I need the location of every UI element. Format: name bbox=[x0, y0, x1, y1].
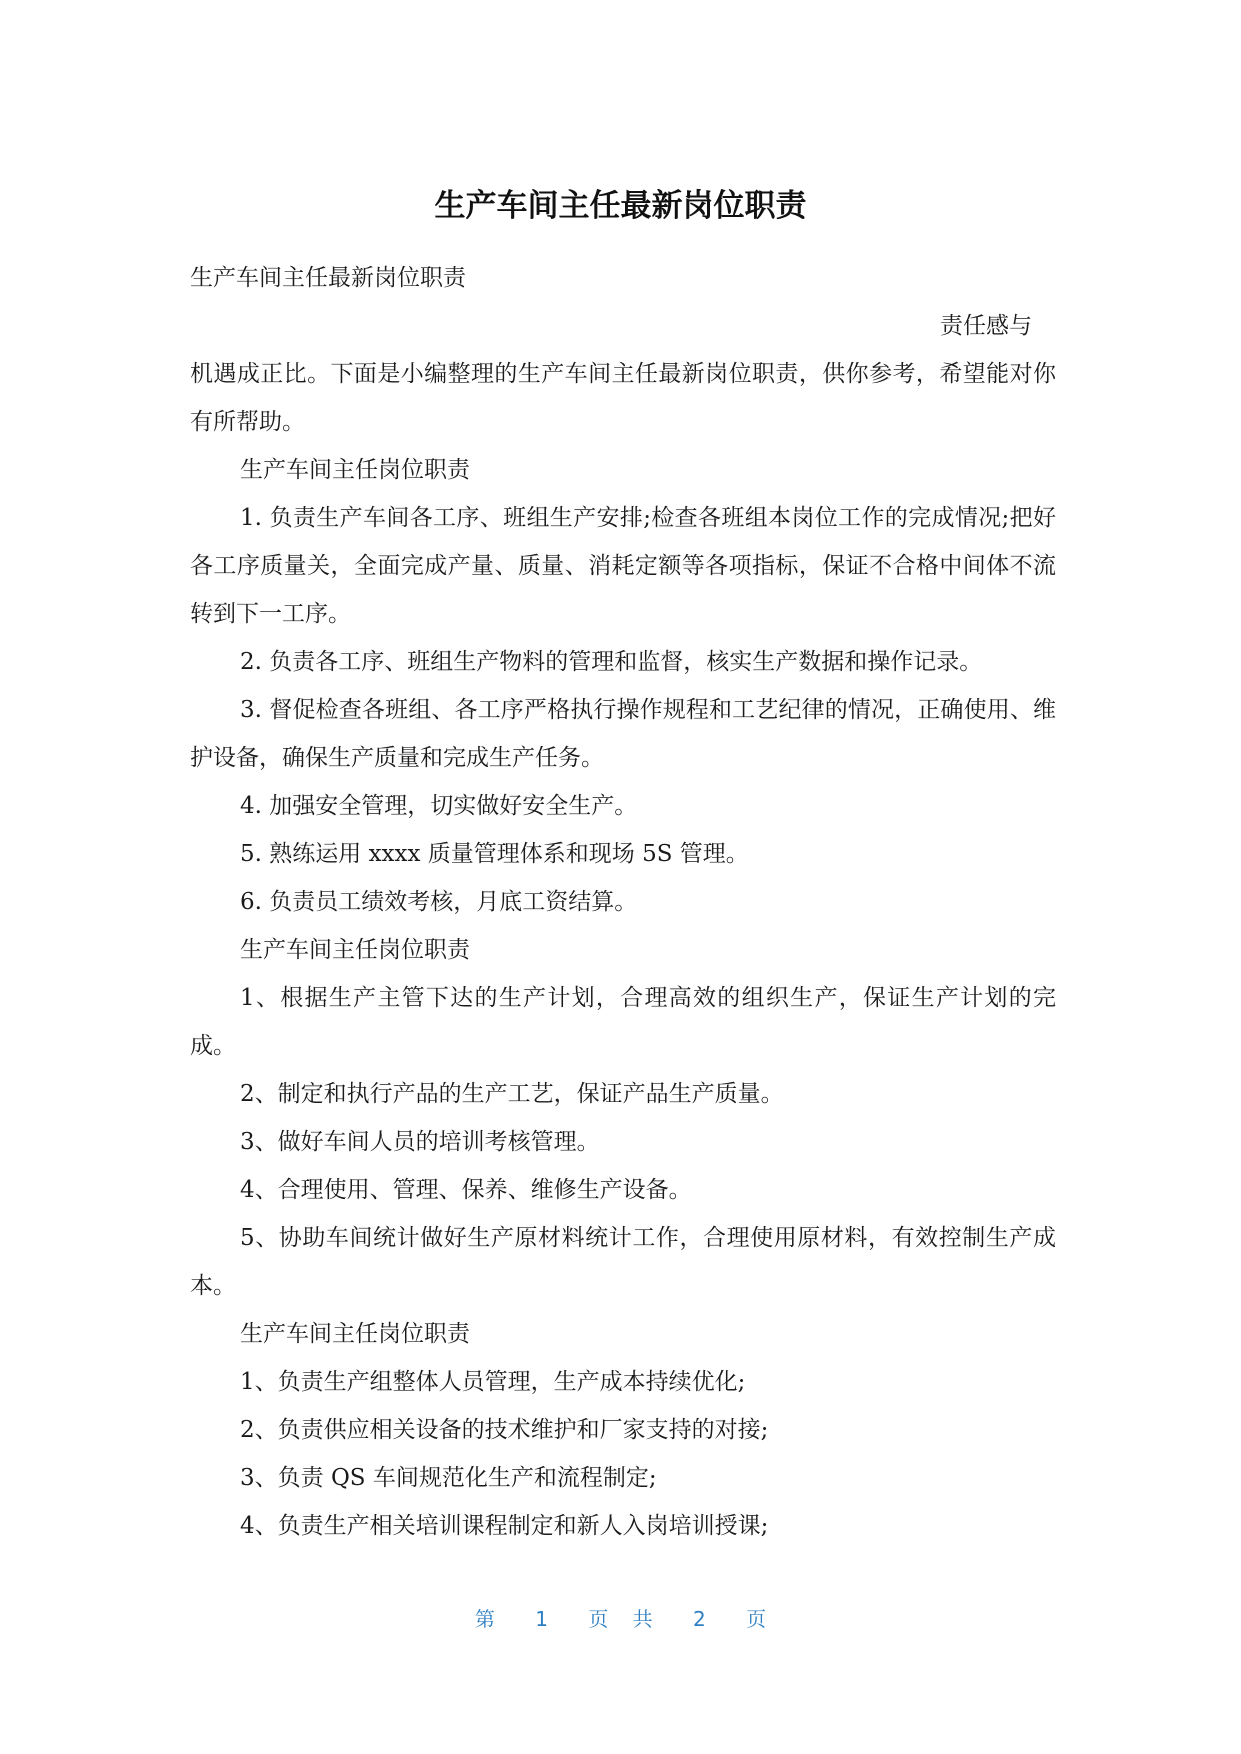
duty-item: 2、制定和执行产品的生产工艺，保证产品生产质量。 bbox=[240, 1081, 784, 1107]
duty-item: 6. 负责员工绩效考核，月底工资结算。 bbox=[240, 889, 638, 915]
footer-middle: 页 共 bbox=[588, 1607, 653, 1631]
document-body bbox=[190, 254, 1056, 1550]
current-page-number: 1 bbox=[535, 1607, 548, 1631]
paragraph: 机遇成正比。下面是小编整理的生产车间主任最新岗位职责，供你参考，希望能对你有所帮助。 bbox=[190, 361, 1056, 435]
duty-item: 3、做好车间人员的培训考核管理。 bbox=[240, 1129, 600, 1155]
duty-item: 4. 加强安全管理，切实做好安全生产。 bbox=[240, 793, 638, 819]
duty-item: 1、根据生产主管下达的生产计划，合理高效的组织生产，保证生产计划的完成。 bbox=[190, 985, 1056, 1059]
duty-item: 5. 熟练运用 xxxx 质量管理体系和现场 5S 管理。 bbox=[240, 841, 749, 867]
footer-suffix: 页 bbox=[746, 1607, 767, 1631]
duty-item: 1. 负责生产车间各工序、班组生产安排;检查各班组本岗位工作的完成情况;把好各工序质量关，全面完成产量、质量、消耗定额等各项指标，保证不合格中间体不流转到下一工序。 bbox=[190, 505, 1056, 627]
section-heading: 生产车间主任岗位职责 bbox=[240, 937, 470, 963]
document-title: 生产车间主任最新岗位职责 bbox=[434, 188, 807, 224]
total-page-count: 2 bbox=[693, 1607, 706, 1631]
duty-item: 4、负责生产相关培训课程制定和新人入岗培训授课; bbox=[240, 1513, 769, 1539]
duty-item: 2、负责供应相关设备的技术维护和厂家支持的对接; bbox=[240, 1417, 769, 1443]
paragraph: 责任感与 bbox=[940, 313, 1032, 339]
duty-item: 2. 负责各工序、班组生产物料的管理和监督，核实生产数据和操作记录。 bbox=[240, 649, 983, 675]
page-footer bbox=[0, 1604, 1241, 1634]
duty-item: 3、负责 QS 车间规范化生产和流程制定; bbox=[240, 1465, 657, 1491]
duty-item: 3. 督促检查各班组、各工序严格执行操作规程和工艺纪律的情况，正确使用、维护设备，确保生产质量和完成生产任务。 bbox=[190, 697, 1056, 771]
footer-prefix: 第 bbox=[474, 1607, 495, 1631]
paragraph: 生产车间主任最新岗位职责 bbox=[190, 265, 466, 291]
duty-item: 4、合理使用、管理、保养、维修生产设备。 bbox=[240, 1177, 692, 1203]
duty-item: 5、协助车间统计做好生产原材料统计工作，合理使用原材料，有效控制生产成本。 bbox=[190, 1225, 1056, 1299]
section-heading: 生产车间主任岗位职责 bbox=[240, 1321, 470, 1347]
section-heading: 生产车间主任岗位职责 bbox=[240, 457, 470, 483]
duty-item: 1、负责生产组整体人员管理，生产成本持续优化; bbox=[240, 1369, 746, 1395]
